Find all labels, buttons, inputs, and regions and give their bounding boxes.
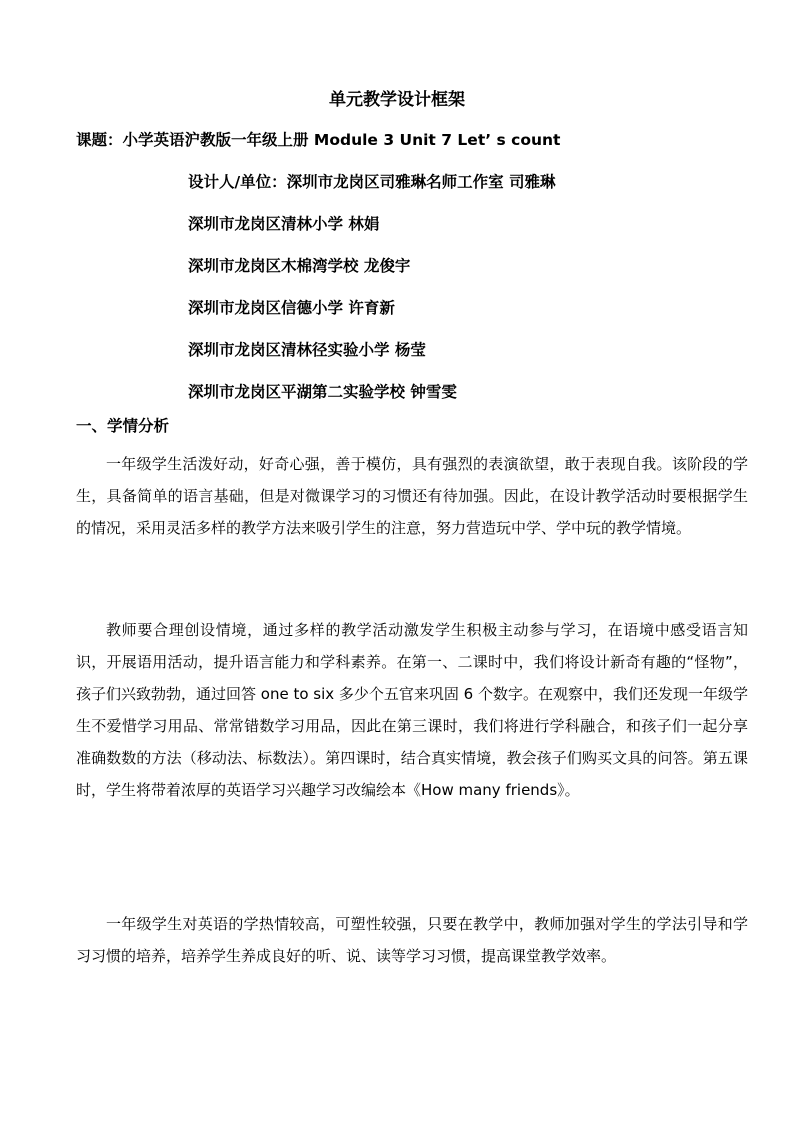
paragraph: 一年级学生活泼好动，好奇心强，善于模仿，具有强烈的表演欲望，敢于表现自我。该阶段的学生，具备简单的语言基础，但是对微课学习的习惯还有待加强。因此，在设计教学活动时要根据学生的情况，采用灵活多样的教学方法来吸引学生的注意，努力营造玩中学、学中玩的教学情境。 — [76, 455, 748, 537]
designer-line: 设计人/单位：深圳市龙岗区司雅琳名师工作室 司雅琳 — [188, 173, 556, 191]
designer-line: 深圳市龙岗区木棉湾学校 龙俊宇 — [188, 257, 411, 275]
document-title: 单元教学设计框架 — [329, 90, 465, 110]
paragraph: 一年级学生对英语的学热情较高，可塑性较强，只要在教学中，教师加强对学生的学法引导和学习习惯的培养，培养学生养成良好的听、说、读等学习习惯，提高课堂教学效率。 — [76, 915, 748, 965]
designer-line: 深圳市龙岗区平湖第二实验学校 钟雪雯 — [188, 383, 457, 401]
designer-line: 深圳市龙岗区清林径实验小学 杨莹 — [188, 341, 426, 359]
paragraph: 教师要合理创设情境，通过多样的教学活动激发学生积极主动参与学习，在语境中感受语言知识，开展语用活动，提升语言能力和学科素养。在第一、二课时中，我们将设计新奇有趣的“怪物”，孩子们兴致勃勃，通过回答 one to six 多少个五官来巩固 6 个数字。在观察中，我们还发现一年级学生不爱惜学习用品、常常错数学习用品，因此在第三课时，我们将进行学科融合，和孩子们一起分享准确数数的方法（移动法、标数法）。第四课时，结合真实情境，教会孩子们购买文具的问答。第五课时，学生将带着浓厚的英语学习兴趣学习改编绘本《How many friends》。 — [76, 621, 748, 799]
course-line: 课题：小学英语沪教版一年级上册 Module 3 Unit 7 Let’ s count — [76, 131, 561, 149]
section-heading: 一、学情分析 — [76, 417, 170, 435]
designer-line: 深圳市龙岗区清林小学 林娟 — [188, 215, 380, 233]
designer-line: 深圳市龙岗区信德小学 许育新 — [188, 299, 395, 317]
